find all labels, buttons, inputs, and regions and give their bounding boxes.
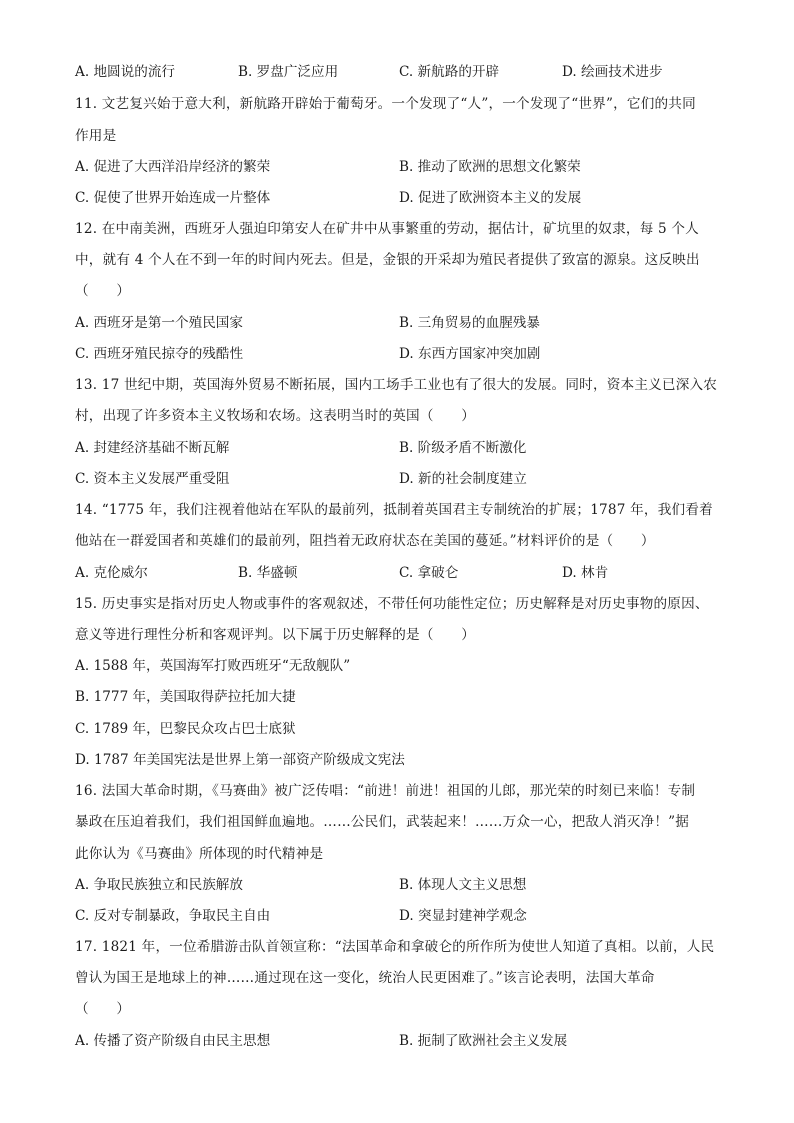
q12-stem-line: （ ） <box>75 283 131 299</box>
q15-option-b: B. 1777 年，美国取得萨拉托加大捷 <box>75 689 296 705</box>
prev-option-b: B. 罗盘广泛应用 <box>238 64 339 80</box>
q17-option-a: A. 传播了资产阶级自由民主思想 <box>75 1033 271 1049</box>
q12-option-d: D. 东西方国家冲突加剧 <box>399 346 541 362</box>
q14-stem-line: 他站在一群爱国者和英雄们的最前列，阻挡着无政府状态在美国的蔓延。”材料评价的是（ ） <box>75 533 655 549</box>
q13-stem-line: 13. 17 世纪中期，英国海外贸易不断拓展，国内工场手工业也有了很大的发展。同时，资本主义已深入农 <box>75 377 718 393</box>
q12-option-c: C. 西班牙殖民掠夺的残酷性 <box>75 346 244 362</box>
q15-option-a: A. 1588 年，英国海军打败西班牙“无敌舰队” <box>75 658 351 674</box>
q11-stem-line: 11. 文艺复兴始于意大利，新航路开辟始于葡萄牙。一个发现了“人”，一个发现了“世界”，它们的共同 <box>75 96 696 112</box>
q15-stem-line: 15. 历史事实是指对历史人物或事件的客观叙述，不带任何功能性定位；历史解释是对历史事物的原因、 <box>75 596 709 612</box>
q16-stem-line: 16. 法国大革命时期，《马赛曲》被广泛传唱：“前进！前进！祖国的儿郎，那光荣的时刻已来临！专制 <box>75 783 696 799</box>
q16-stem-line: 此你认为《马赛曲》所体现的时代精神是 <box>75 846 324 862</box>
q13-option-d: D. 新的社会制度建立 <box>399 471 527 487</box>
q13-stem-line: 村，出现了许多资本主义牧场和农场。这表明当时的英国（ ） <box>75 408 476 424</box>
q13-option-c: C. 资本主义发展严重受阻 <box>75 471 230 487</box>
q12-option-b: B. 三角贸易的血腥残暴 <box>399 315 540 331</box>
q15-stem-line: 意义等进行理性分析和客观评判。以下属于历史解释的是（ ） <box>75 627 476 643</box>
q15-option-d: D. 1787 年美国宪法是世界上第一部资产阶级成文宪法 <box>75 752 405 768</box>
q11-option-d: D. 促进了欧洲资本主义的发展 <box>399 190 582 206</box>
q17-stem-line: 曾认为国王是地球上的神……通过现在这一变化，统治人民更困难了。”该言论表明，法国大革命 <box>75 970 655 986</box>
q13-option-a: A. 封建经济基础不断瓦解 <box>75 440 230 456</box>
q16-option-c: C. 反对专制暴政，争取民主自由 <box>75 908 271 924</box>
q14-option-d: D. 林肯 <box>562 565 609 581</box>
q11-option-b: B. 推动了欧洲的思想文化繁荣 <box>399 159 581 175</box>
q17-stem-line: （ ） <box>75 1001 131 1017</box>
q14-option-c: C. 拿破仑 <box>399 565 459 581</box>
q14-option-b: B. 华盛顿 <box>238 565 298 581</box>
q14-stem-line: 14. “1775 年，我们注视着他站在军队的最前列，抵制着英国君主专制统治的扩展；1787 年，我们看着 <box>75 502 713 518</box>
q17-option-b: B. 扼制了欧洲社会主义发展 <box>399 1033 568 1049</box>
q13-option-b: B. 阶级矛盾不断激化 <box>399 440 527 456</box>
q12-option-a: A. 西班牙是第一个殖民国家 <box>75 315 243 331</box>
q12-stem-line: 中，就有 4 个人在不到一年的时间内死去。但是，金银的开采却为殖民者提供了致富的源泉。这反映出 <box>75 252 700 268</box>
q16-stem-line: 暴政在压迫着我们，我们祖国鲜血遍地。……公民们，武装起来！……万众一心，把敌人消灭净！”据 <box>75 814 690 830</box>
q11-option-c: C. 促使了世界开始连成一片整体 <box>75 190 271 206</box>
q16-option-a: A. 争取民族独立和民族解放 <box>75 877 243 893</box>
q16-option-b: B. 体现人文主义思想 <box>399 877 527 893</box>
q11-option-a: A. 促进了大西洋沿岸经济的繁荣 <box>75 159 271 175</box>
q11-stem-line: 作用是 <box>75 128 117 144</box>
q16-option-d: D. 突显封建神学观念 <box>399 908 527 924</box>
q15-option-c: C. 1789 年，巴黎民众攻占巴士底狱 <box>75 721 296 737</box>
q14-option-a: A. 克伦威尔 <box>75 565 148 581</box>
q12-stem-line: 12. 在中南美洲，西班牙人强迫印第安人在矿井中从事繁重的劳动，据估计，矿坑里的奴隶，每 5 个人 <box>75 221 699 237</box>
prev-option-d: D. 绘画技术进步 <box>562 64 663 80</box>
prev-option-c: C. 新航路的开辟 <box>399 64 500 80</box>
q17-stem-line: 17. 1821 年，一位希腊游击队首领宣称：“法国革命和拿破仑的所作所为使世人知道了真相。以前，人民 <box>75 939 715 955</box>
prev-option-a: A. 地圆说的流行 <box>75 64 176 80</box>
